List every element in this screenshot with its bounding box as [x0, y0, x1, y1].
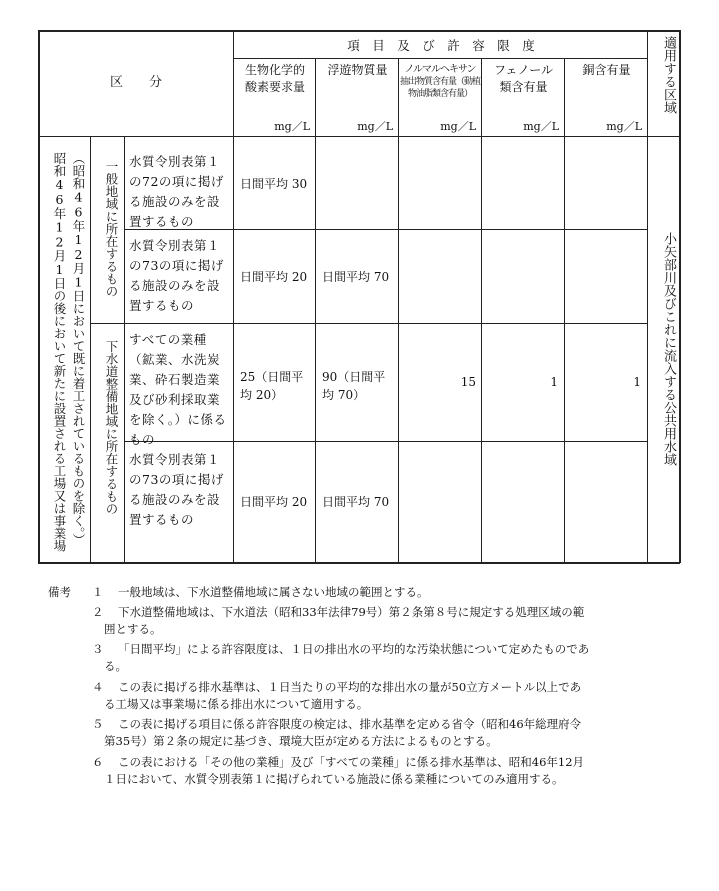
col-header-phenol-line2: 類含有量 [499, 80, 548, 94]
col-header-copper [567, 62, 646, 79]
note-6-num: ６ [92, 755, 104, 769]
area-column-divider [647, 30, 648, 563]
items-header: 項 目 及 び 許 容 限 度 [347, 38, 535, 53]
note-4-line2: る工場又は事業場に係る排出水について適用する。 [104, 697, 369, 711]
col-header-phenol [484, 62, 563, 96]
outer-category-label: （昭和46年12月1日において既に着工されているものを除く。）昭和46年12月1日の後において新たに設置される工場又は事業場 [52, 152, 86, 552]
unit-phenol: mg／L [523, 120, 559, 133]
note-3-line2: る。 [104, 659, 127, 673]
header-bottom-line [38, 136, 680, 137]
col-divider-3 [481, 58, 482, 563]
area-label: 小矢部川及びこれに流入する公共用水域 [661, 232, 676, 466]
col-header-nhex-line1: ノルマルヘキサン [404, 64, 476, 75]
row-divider-2 [90, 323, 647, 324]
group-divider [124, 136, 125, 563]
note-4-num: ４ [92, 680, 104, 694]
note-3-num: ３ [92, 642, 104, 656]
note-1-text: 一般地域は、下水道整備地域に属さない地域の範囲とする。 [118, 585, 429, 599]
note-4-line1: この表に掲げる排水基準は、１日当たりの平均的な排出水の量が50立方メートル以上であ [118, 680, 582, 694]
row-3-phenol: 1 [550, 375, 558, 389]
col-header-bod [236, 62, 314, 96]
col-header-ss-line1: 浮遊物質量 [327, 63, 388, 77]
table-border-right [679, 30, 681, 563]
col-header-ss [318, 62, 397, 79]
area-header: 適用する区域 [661, 36, 676, 114]
row-4-desc: 水質令別表第１の73の項に掲げる施設のみを設置するもの [129, 452, 224, 527]
note-2-num: ２ [92, 605, 104, 619]
col-divider-1 [315, 58, 316, 563]
row-4-bod: 日間平均 20 [240, 495, 308, 509]
unit-copper: mg／L [606, 120, 642, 133]
row-4-ss: 日間平均 70 [322, 495, 390, 509]
table-border-bottom [38, 562, 680, 564]
group-sewer-area-label: 下水道整備地域に所在するもの [104, 340, 119, 515]
note-5-num: ５ [92, 717, 104, 731]
note-5-line1: この表に掲げる項目に係る許容限度の検定は、排水基準を定める省令（昭和46年総理府令 [118, 717, 582, 731]
notes-label: 備考 [48, 585, 71, 599]
col-divider-4 [564, 58, 565, 563]
col-header-nhex [400, 63, 480, 100]
note-6-line2: １日において、水質令別表第１に掲げられている施設に係る業種についてのみ適用する。 [104, 772, 564, 786]
note-1-num: １ [92, 585, 104, 599]
table-border-top [38, 30, 680, 32]
col-header-bod-line1: 生物化学的 [244, 63, 305, 77]
row-1-desc: 水質令別表第１の72の項に掲げる施設のみを設置するもの [129, 154, 224, 229]
note-2-line1: 下水道整備地域は、下水道法（昭和33年法律79号）第２条第８号に規定する処理区域の範 [118, 605, 585, 619]
group-general-area-label: 一般地域に所在するもの [104, 160, 119, 298]
note-5-line2: 第35号）第２条の規定に基づき、環境大臣が定める方法によるものとする。 [104, 734, 498, 748]
outer-category-divider [90, 136, 91, 563]
row-3-ss: 90（日間平均 70） [322, 370, 386, 402]
unit-bod: mg／L [274, 120, 310, 133]
col-divider-2 [398, 58, 399, 563]
table-border-left [38, 30, 40, 563]
row-2-bod: 日間平均 20 [240, 270, 308, 284]
unit-ss: mg／L [357, 120, 393, 133]
row-2-ss: 日間平均 70 [322, 270, 390, 284]
row-3-nhex: 15 [460, 375, 476, 389]
row-3-bod: 25（日間平均 20） [240, 370, 304, 402]
desc-data-divider [233, 30, 234, 563]
col-header-phenol-line1: フェノール [493, 63, 554, 77]
col-header-bod-line2: 酸素要求量 [244, 80, 305, 94]
kubun-header: 区 分 [109, 75, 162, 90]
row-3-desc: すべての業種（鉱業、水洗炭業、砕石製造業及び砂利採取業を除く。）に係るもの [129, 332, 227, 447]
note-6-line1: この表における「その他の業種」及び「すべての業種」に係る排水基準は、昭和46年12月 [118, 755, 585, 769]
col-header-copper-line1: 銅含有量 [582, 63, 631, 77]
row-2-desc: 水質令別表第１の73の項に掲げる施設のみを設置するもの [129, 238, 224, 313]
items-header-divider [233, 58, 647, 59]
unit-nhex: mg／L [440, 120, 476, 133]
col-header-nhex-line2: 抽出物質含有量（動植物油脂類含有量） [400, 77, 481, 99]
row-3-copper: 1 [633, 375, 641, 389]
note-2-line2: 囲とする。 [104, 622, 162, 636]
row-1-bod: 日間平均 30 [240, 177, 308, 191]
note-3-line1: 「日間平均」による許容限度は、１日の排出水の平均的な汚染状態について定めたものであ [118, 642, 590, 656]
